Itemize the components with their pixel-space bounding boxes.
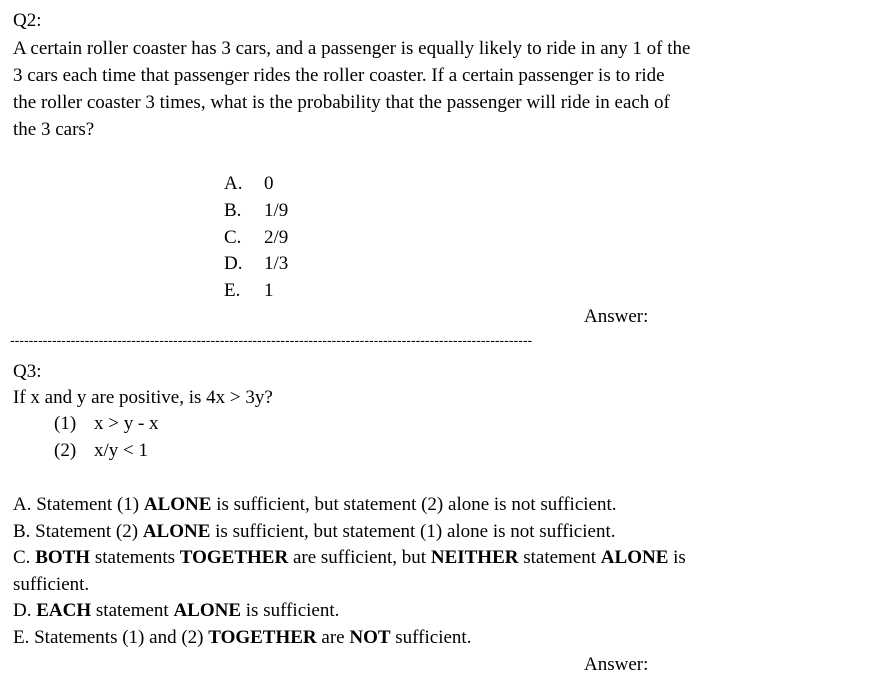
section-divider: ----------------------------------------------------------------------------------------------------------------	[10, 332, 533, 348]
q2-choice-a-value: 0	[264, 173, 274, 194]
q2-choice-b-value: 1/9	[264, 200, 289, 221]
q2-choice-e-letter: E.	[224, 280, 241, 301]
q3-answer-label: Answer:	[584, 654, 649, 675]
q2-choice-e-value: 1	[264, 280, 274, 301]
q3-option-b: B. Statement (2) ALONE is sufficient, but statement (1) alone is not sufficient.	[13, 521, 616, 542]
q3-option-c: C. BOTH statements TOGETHER are sufficient, but NEITHER statement ALONE is	[13, 547, 686, 568]
q2-choice-c-letter: C.	[224, 227, 242, 248]
q3-option-e: E. Statements (1) and (2) TOGETHER are NOT sufficient.	[13, 627, 472, 648]
q2-choice-b-letter: B.	[224, 200, 242, 221]
q2-choice-c-value: 2/9	[264, 227, 289, 248]
q3-option-d: D. EACH statement ALONE is sufficient.	[13, 600, 340, 621]
q2-choice-a-letter: A.	[224, 173, 243, 194]
q3-label: Q3:	[13, 361, 42, 382]
q3-option-c-continuation: sufficient.	[13, 574, 90, 595]
q3-question: If x and y are positive, is 4x > 3y?	[13, 387, 273, 408]
q2-question-line-4: the 3 cars?	[13, 119, 95, 140]
q2-question-line-2: 3 cars each time that passenger rides the roller coaster. If a certain passenger is to ride	[13, 65, 665, 86]
q2-question-line-1: A certain roller coaster has 3 cars, and a passenger is equally likely to ride in any 1 of the	[13, 38, 691, 59]
q3-statement-1-text: x > y - x	[94, 413, 159, 434]
q2-answer-label: Answer:	[584, 306, 649, 327]
q2-label: Q2:	[13, 10, 42, 31]
q2-choice-d-letter: D.	[224, 253, 243, 274]
q3-option-a: A. Statement (1) ALONE is sufficient, but statement (2) alone is not sufficient.	[13, 494, 617, 515]
q3-statement-2-number: (2)	[54, 440, 77, 461]
q3-statement-2-text: x/y < 1	[94, 440, 148, 461]
q2-choice-d-value: 1/3	[264, 253, 289, 274]
q3-statement-1-number: (1)	[54, 413, 77, 434]
q2-question-line-3: the roller coaster 3 times, what is the probability that the passenger will ride in each of	[13, 92, 670, 113]
